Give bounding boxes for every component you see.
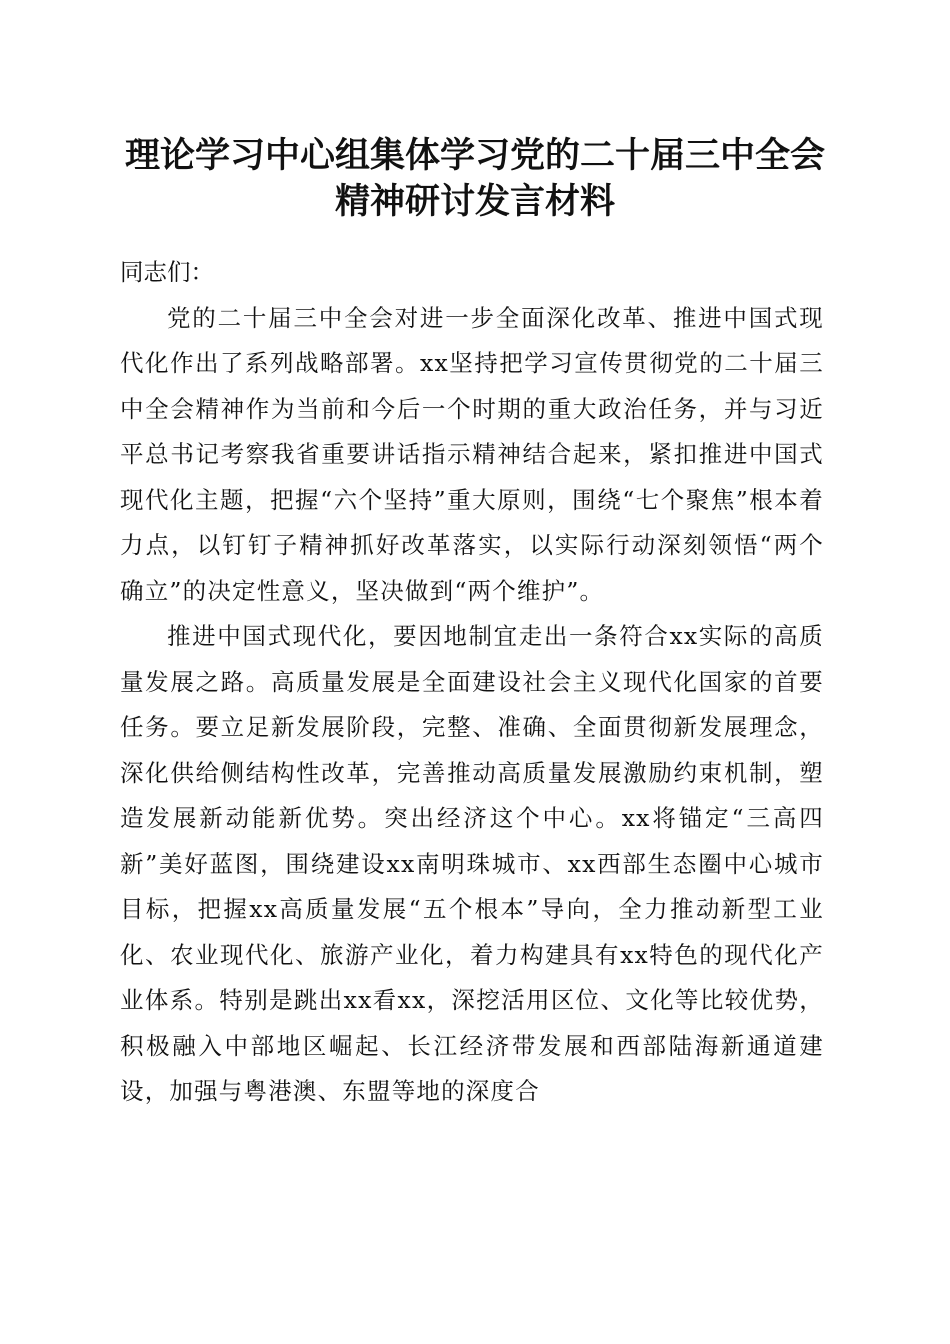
paragraph-1: 党的二十届三中全会对进一步全面深化改革、推进中国式现代化作出了系列战略部署。xx坚持把学习宣传贯彻党的二十届三中全会精神作为当前和今后一个时期的重大政治任务，并与习近平总书记考察我省重要讲话指示精神结合起来，紧扣推进中国式现代化主题，把握“六个坚持”重大原则，围绕“七个聚焦”根本着力点，以钉钉子精神抓好改革落实，以实际行动深刻领悟“两个确立”的决定性意义，坚决做到“两个维护”。 — [120, 303, 824, 605]
document-title-line-2: 精神研讨发言材料 — [334, 181, 615, 222]
document-body — [120, 250, 824, 1115]
document-title-line-1: 理论学习中心组集体学习党的二十届三中全会 — [124, 135, 825, 176]
paragraph-2: 推进中国式现代化，要因地制宜走出一条符合xx实际的高质量发展之路。高质量发展是全面建设社会主义现代化国家的首要任务。要立足新发展阶段，完整、准确、全面贯彻新发展理念，深化供给侧结构性改革，完善推动高质量发展激励约束机制，塑造发展新动能新优势。突出经济这个中心。xx将锚定“三高四新”美好蓝图，围绕建设xx南明珠城市、xx西部生态圈中心城市目标，把握xx高质量发展“五个根本”导向，全力推动新型工业化、农业现代化、旅游产业化，着力构建具有xx特色的现代化产业体系。特别是跳出xx看xx，深挖活用区位、文化等比较优势，积极融入中部地区崛起、长江经济带发展和西部陆海新通道建设，加强与粤港澳、东盟等地的深度合 — [120, 622, 824, 1105]
document-title — [100, 133, 850, 225]
salutation: 同志们： — [120, 258, 214, 286]
